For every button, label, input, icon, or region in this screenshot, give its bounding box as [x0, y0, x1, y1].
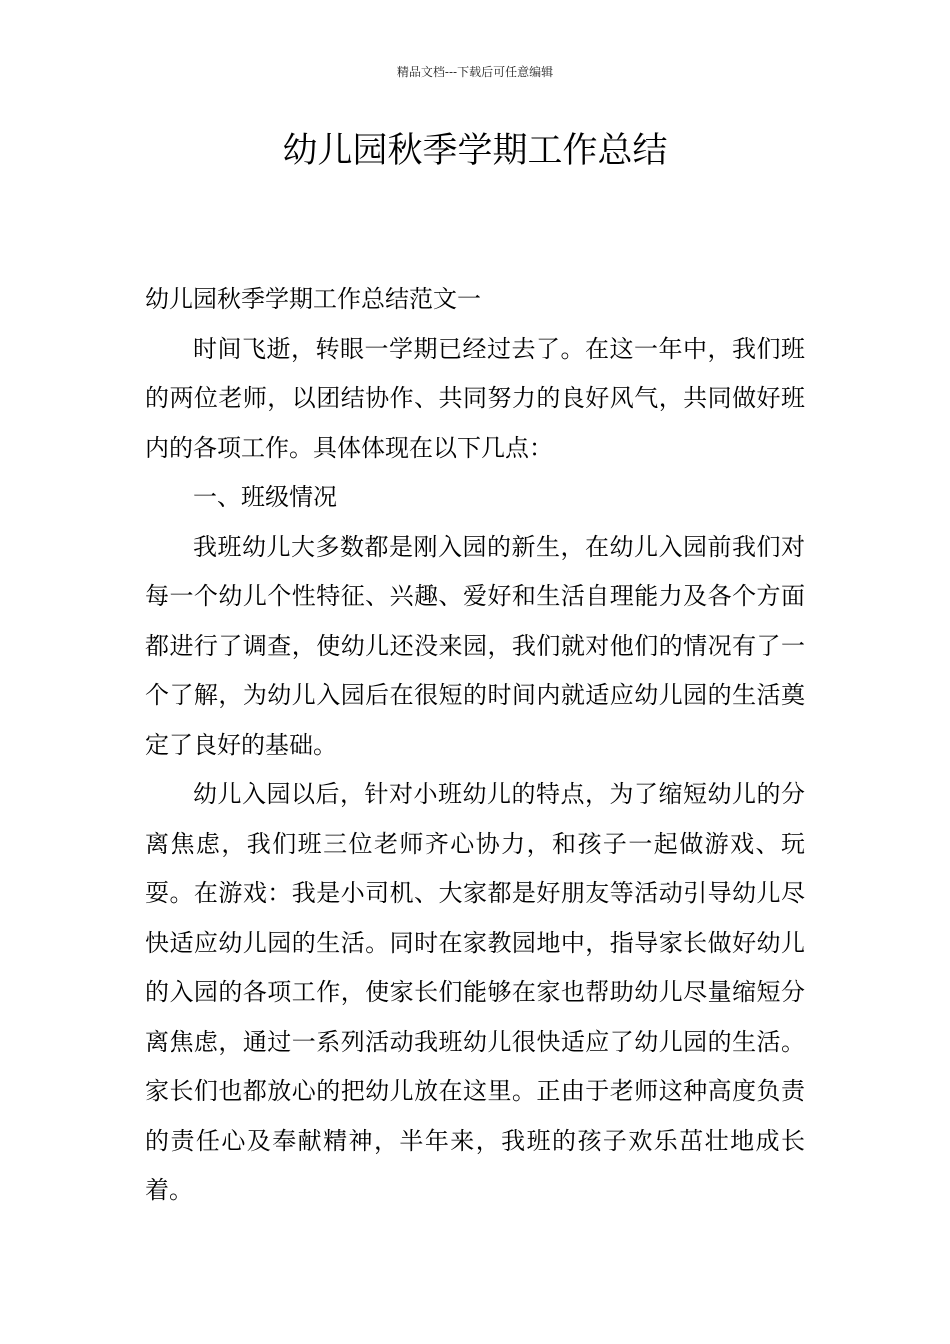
- document-body: [145, 275, 805, 1216]
- paragraph-adaptation: 幼儿入园以后，针对小班幼儿的特点，为了缩短幼儿的分离焦虑，我们班三位老师齐心协力，和孩子一起做游戏、玩耍。在游戏：我是小司机、大家都是好朋友等活动引导幼儿尽快适应幼儿园的生活。同时在家教园地中，指导家长做好幼儿的入园的各项工作，使家长们能够在家也帮助幼儿尽量缩短分离焦虑，通过一系列活动我班幼儿很快适应了幼儿园的生活。家长们也都放心的把幼儿放在这里。正由于老师这种高度负责的责任心及奉献精神，半年来，我班的孩子欢乐茁壮地成长着。: [145, 780, 805, 1204]
- section-heading-class-situation: 一、班级情况: [193, 483, 337, 511]
- paragraph-new-students: 我班幼儿大多数都是刚入园的新生，在幼儿入园前我们对每一个幼儿个性特征、兴趣、爱好和生活自理能力及各个方面都进行了调查，使幼儿还没来园，我们就对他们的情况有了一个了解，为幼儿入园后在很短的时间内就适应幼儿园的生活奠定了良好的基础。: [145, 532, 805, 759]
- document-subtitle: 幼儿园秋季学期工作总结范文一: [145, 285, 481, 313]
- paragraph-intro: 时间飞逝，转眼一学期已经过去了。在这一年中，我们班的两位老师，以团结协作、共同努力的良好风气，共同做好班内的各项工作。具体体现在以下几点：: [145, 334, 805, 462]
- page-header-note: 精品文档---下载后可任意编辑: [396, 65, 554, 79]
- document-title: 幼儿园秋季学期工作总结: [282, 131, 668, 171]
